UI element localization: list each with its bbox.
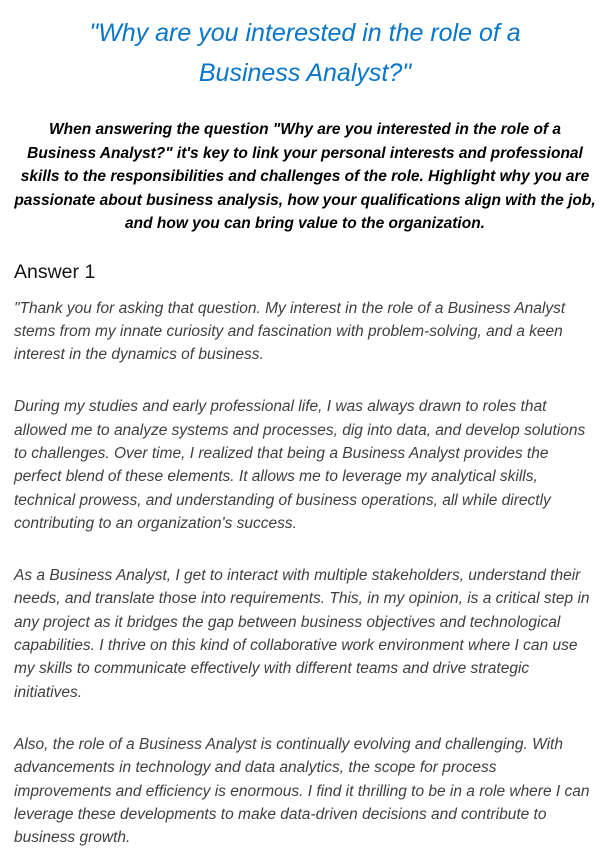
answer-paragraph-3: As a Business Analyst, I get to interact with multiple stakeholders, understand their needs, and translate those into requirements. This, in my opinion, is a critical step in any project as it bridges the gap between business objectives and technological capabilities. I thrive on this kind of collaborative work environment where I can use my skills to communicate effectively with different teams and drive strategic initiatives. [14, 567, 590, 701]
intro-paragraph: When answering the question "Why are you interested in the role of a Business Analyst?" it's key to link your personal interests and professional skills to the responsibilities and challenges of the role. Highlight why you are passionate about business analysis, how your qualifications align with the job, and how you can bring value to the organization. [14, 121, 596, 232]
answer-paragraph-1: "Thank you for asking that question. My interest in the role of a Business Analyst stems from my innate curiosity and fascination with problem-solving, and a keen interest in the dynamics of business. [14, 299, 566, 364]
document-title: "Why are you interested in the role of a Business Analyst?" [89, 19, 521, 87]
answer-paragraph-4: Also, the role of a Business Analyst is continually evolving and challenging. With advancements in technology and data analytics, the scope for process improvements and efficiency is enormous. I find it thrilling to be in a role where I can leverage these developments to make data-driven decisions and contribute to business growth. [14, 735, 590, 847]
answer-paragraph-2: During my studies and early professional life, I was always drawn to roles that allowed me to analyze systems and processes, dig into data, and develop solutions to challenges. Over time, I realized that being a Business Analyst provides the perfect blend of these elements. It allows me to leverage my analytical skills, technical prowess, and understanding of business operations, all while directly contributing to an organization's success. [14, 398, 586, 532]
answer-1-heading: Answer 1 [14, 260, 96, 283]
